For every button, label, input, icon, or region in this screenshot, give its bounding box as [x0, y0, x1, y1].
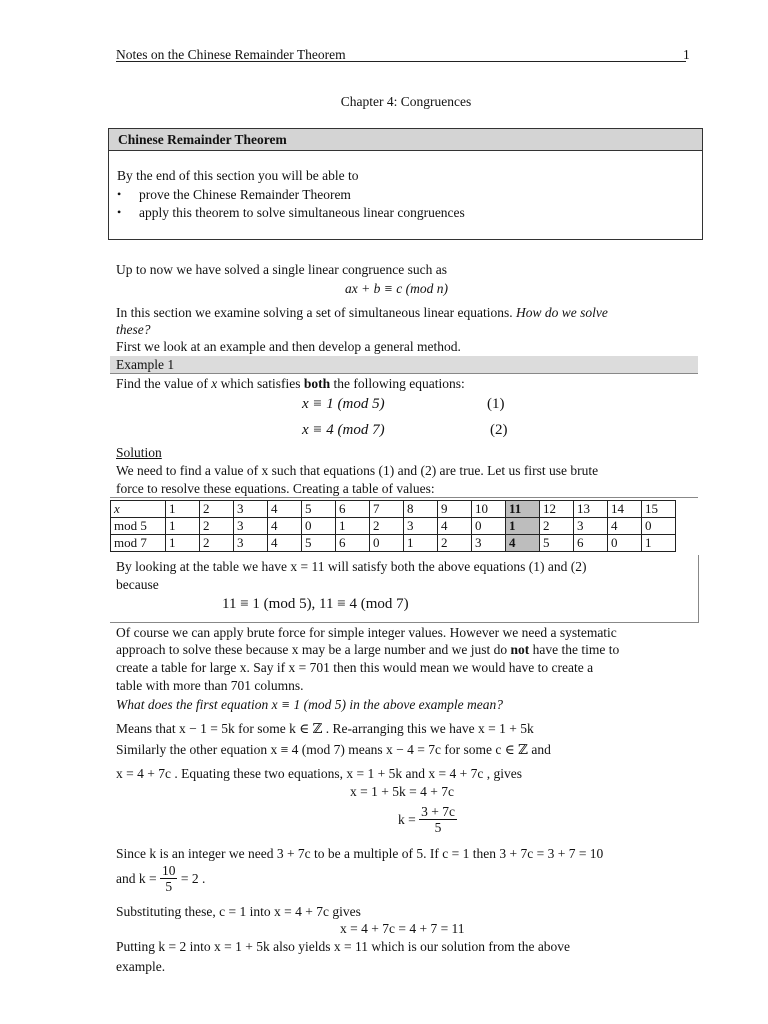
derivation-line: Since k is an integer we need 3 + 7c to be a multiple of 5. If c = 1 then 3 + 7c = 3 + 7 = 10: [116, 846, 604, 861]
table-cell: 5: [302, 535, 336, 552]
example-question: which satisfies: [220, 376, 301, 391]
k-value-rhs: = 2 .: [180, 871, 206, 886]
table-cell: 10: [472, 501, 506, 518]
table-conclusion-cont: because: [116, 577, 159, 592]
table-cell: 2: [540, 518, 574, 535]
table-cell: 0: [472, 518, 506, 535]
table-row-header: mod 5: [111, 518, 166, 535]
table-cell: 14: [608, 501, 642, 518]
table-cell: 6: [574, 535, 608, 552]
derivation-equation: x = 1 + 5k = 4 + 7c: [350, 784, 454, 799]
derivation-equation: x = 4 + 7c = 4 + 7 = 11: [340, 921, 465, 936]
table-cell: 13: [574, 501, 608, 518]
equation-2-number: (2): [490, 422, 508, 438]
table-cell: 0: [370, 535, 404, 552]
derivation-line: Putting k = 2 into x = 1 + 5k also yields x = 11 which is our solution from the above: [116, 939, 571, 954]
table-cell: 1: [404, 535, 438, 552]
k-fraction-numerator: 3 + 7c: [421, 804, 455, 819]
table-row: [111, 535, 676, 552]
table-cell: 4: [438, 518, 472, 535]
brute-text: create a table for large x. Say if x = 701 then this would mean we would have to create a: [116, 660, 594, 675]
table-cell: 3: [234, 535, 268, 552]
k-value-denominator: 5: [165, 879, 173, 894]
example-label: Example 1: [116, 357, 175, 372]
table-cell: 4: [506, 535, 540, 552]
intro-question-cont: these?: [116, 322, 151, 337]
k-value-lhs: and k =: [116, 871, 157, 886]
solution-text: force to resolve these equations. Creating a table of values:: [116, 481, 435, 496]
table-cell: 5: [540, 535, 574, 552]
table-cell: 2: [200, 535, 234, 552]
intro-paragraph: Up to now we have solved a single linear congruence such as: [116, 262, 448, 277]
verification-equation: 11 ≡ 1 (mod 5), 11 ≡ 4 (mod 7): [222, 596, 409, 612]
objective-item: apply this theorem to solve simultaneous linear congruences: [139, 205, 465, 220]
table-cell: 6: [336, 535, 370, 552]
intro-paragraph: First we look at an example and then develop a general method.: [116, 339, 461, 354]
derivation-line: Means that x − 1 = 5k for some k ∈ ℤ . Re-arranging this we have x = 1 + 5k: [116, 721, 534, 736]
margin-rule: [698, 555, 699, 623]
table-cell: 1: [166, 518, 200, 535]
values-table: [110, 500, 676, 552]
table-cell: 0: [642, 518, 676, 535]
table-cell: 12: [540, 501, 574, 518]
section-rule: [110, 497, 698, 498]
table-cell: 1: [506, 518, 540, 535]
table-cell: 0: [302, 518, 336, 535]
chapter-title: Chapter 4: Congruences: [340, 94, 472, 109]
equation-2: x ≡ 4 (mod 7): [302, 422, 385, 438]
objectives-box: [108, 128, 703, 240]
table-cell: 4: [268, 501, 302, 518]
table-row: [111, 501, 676, 518]
table-cell: 3: [234, 501, 268, 518]
brute-text: Of course we can apply brute force for simple integer values. However we need a systematic: [116, 625, 617, 640]
table-cell: 3: [234, 518, 268, 535]
table-row: [111, 518, 676, 535]
equation-1-number: (1): [487, 396, 505, 412]
header-rule: [116, 61, 686, 62]
k-fraction-lhs: k =: [398, 812, 416, 827]
example-rule: [110, 373, 698, 374]
table-cell: 2: [200, 518, 234, 535]
table-cell: 7: [370, 501, 404, 518]
example-question: the following equations:: [333, 376, 465, 391]
bullet-dot: •: [117, 205, 122, 219]
table-cell: 6: [336, 501, 370, 518]
bullet-dot: •: [117, 187, 122, 201]
section-rule: [110, 622, 698, 623]
derivation-line: Substituting these, c = 1 into x = 4 + 7c gives: [116, 904, 361, 919]
table-conclusion: By looking at the table we have x = 11 will satisfy both the above equations (1) and (2): [116, 559, 587, 574]
table-cell: 11: [506, 501, 540, 518]
k-fraction: [398, 804, 457, 835]
table-cell: 5: [302, 501, 336, 518]
table-cell: 8: [404, 501, 438, 518]
running-header-title: Notes on the Chinese Remainder Theorem: [116, 47, 346, 62]
equation-1: x ≡ 1 (mod 5): [302, 396, 385, 412]
table-cell: 3: [404, 518, 438, 535]
table-cell: 4: [268, 518, 302, 535]
table-cell: 1: [642, 535, 676, 552]
intro-question: How do we solve: [516, 305, 608, 320]
congruence-equation: ax + b ≡ c (mod n): [345, 281, 448, 296]
example-variable: x: [211, 376, 218, 391]
table-cell: 15: [642, 501, 676, 518]
brute-question: What does the first equation x ≡ 1 (mod 5) in the above example mean?: [116, 697, 504, 712]
objectives-heading-band: [109, 129, 702, 151]
brute-text: table with more than 701 columns.: [116, 678, 304, 693]
example-emphasis: both: [303, 376, 331, 391]
table-row-header: mod 7: [111, 535, 166, 552]
table-cell: 9: [438, 501, 472, 518]
table-cell: 3: [472, 535, 506, 552]
derivation-line: example.: [116, 959, 166, 974]
objectives-heading: Chinese Remainder Theorem: [118, 132, 287, 147]
example-band: [110, 356, 698, 373]
table-cell: 4: [608, 518, 642, 535]
objective-item: prove the Chinese Remainder Theorem: [139, 187, 351, 202]
table-cell: 2: [200, 501, 234, 518]
objectives-intro: By the end of this section you will be able to: [117, 168, 359, 183]
page-number: 1: [683, 47, 690, 62]
k-fraction-denominator: 5: [434, 820, 442, 835]
table-cell: 2: [438, 535, 472, 552]
example-question: Find the value of: [116, 376, 208, 391]
table-cell: 2: [370, 518, 404, 535]
table-cell: 4: [268, 535, 302, 552]
table-cell: 1: [166, 501, 200, 518]
k-value-numerator: 10: [161, 863, 176, 878]
brute-emphasis: not: [510, 642, 530, 657]
brute-text: have the time to: [532, 642, 620, 657]
table-cell: 1: [166, 535, 200, 552]
solution-text: We need to find a value of x such that equations (1) and (2) are true. Let us first use brute: [116, 463, 599, 478]
intro-paragraph: In this section we examine solving a set of simultaneous linear equations.: [116, 305, 513, 320]
table-cell: 0: [608, 535, 642, 552]
derivation-line: Similarly the other equation x ≡ 4 (mod 7) means x − 4 = 7c for some c ∈ ℤ and: [116, 742, 551, 757]
table-row-header: x: [111, 501, 166, 518]
solution-label: Solution: [116, 445, 162, 460]
table-cell: 1: [336, 518, 370, 535]
derivation-line: x = 4 + 7c . Equating these two equations, x = 1 + 5k and x = 4 + 7c , gives: [116, 766, 522, 781]
table-cell: 3: [574, 518, 608, 535]
brute-text: approach to solve these because x may be a large number and we just do: [116, 642, 508, 657]
k-value-line: [116, 863, 205, 894]
